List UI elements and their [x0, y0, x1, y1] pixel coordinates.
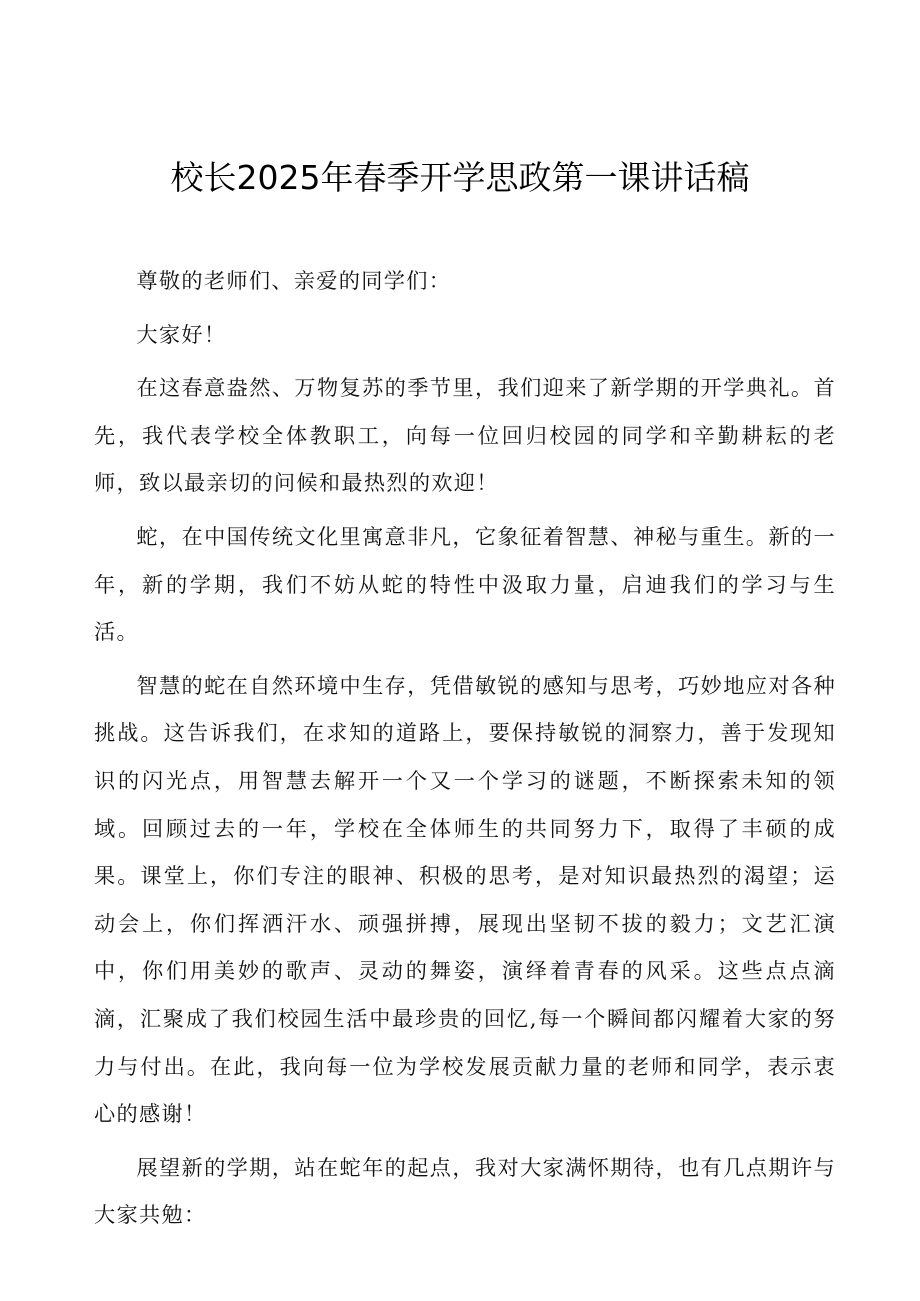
greeting-paragraph: 大家好！: [136, 321, 227, 347]
review-paragraph: 智慧的蛇在自然环境中生存，凭借敏锐的感知与思考，巧妙地应对各种挑战。这告诉我们，在求知的道路上，要保持敏锐的洞察力，善于发现知识的闪光点，用智慧去解开一个又一个学习的谜题，不断探索未知的领域。回顾过去的一年，学校在全体师生的共同努力下，取得了丰硕的成果。课堂上，你们专注的眼神、积极的思考，是对知识最热烈的渴望；运动会上，你们挥洒汗水、顽强拼搏，展现出坚韧不拔的毅力；文艺汇演中，你们用美妙的歌声、灵动的舞姿，演绎着青春的风采。这些点点滴滴，汇聚成了我们校园生活中最珍贵的回忆,每一个瞬间都闪耀着大家的努力与付出。在此，我向每一位为学校发展贡献力量的老师和同学，表示衷心的感谢！: [94, 672, 836, 1127]
opening-paragraph: 在这春意盎然、万物复苏的季节里，我们迎来了新学期的开学典礼。首先，我代表学校全体教职工，向每一位回归校园的同学和辛勤耕耘的老师，致以最亲切的问候和最热烈的欢迎！: [94, 375, 836, 496]
outlook-paragraph: 展望新的学期，站在蛇年的起点，我对大家满怀期待，也有几点期许与大家共勉：: [94, 1154, 836, 1228]
document-title: 校长2025年春季开学思政第一课讲话稿: [170, 158, 750, 197]
snake-symbolism-paragraph: 蛇，在中国传统文化里寓意非凡，它象征着智慧、神秘与重生。新的一年，新的学期，我们不妨从蛇的特性中汲取力量，启迪我们的学习与生活。: [94, 523, 836, 645]
salutation-paragraph: 尊敬的老师们、亲爱的同学们：: [136, 268, 452, 293]
document-body: [94, 257, 836, 1245]
